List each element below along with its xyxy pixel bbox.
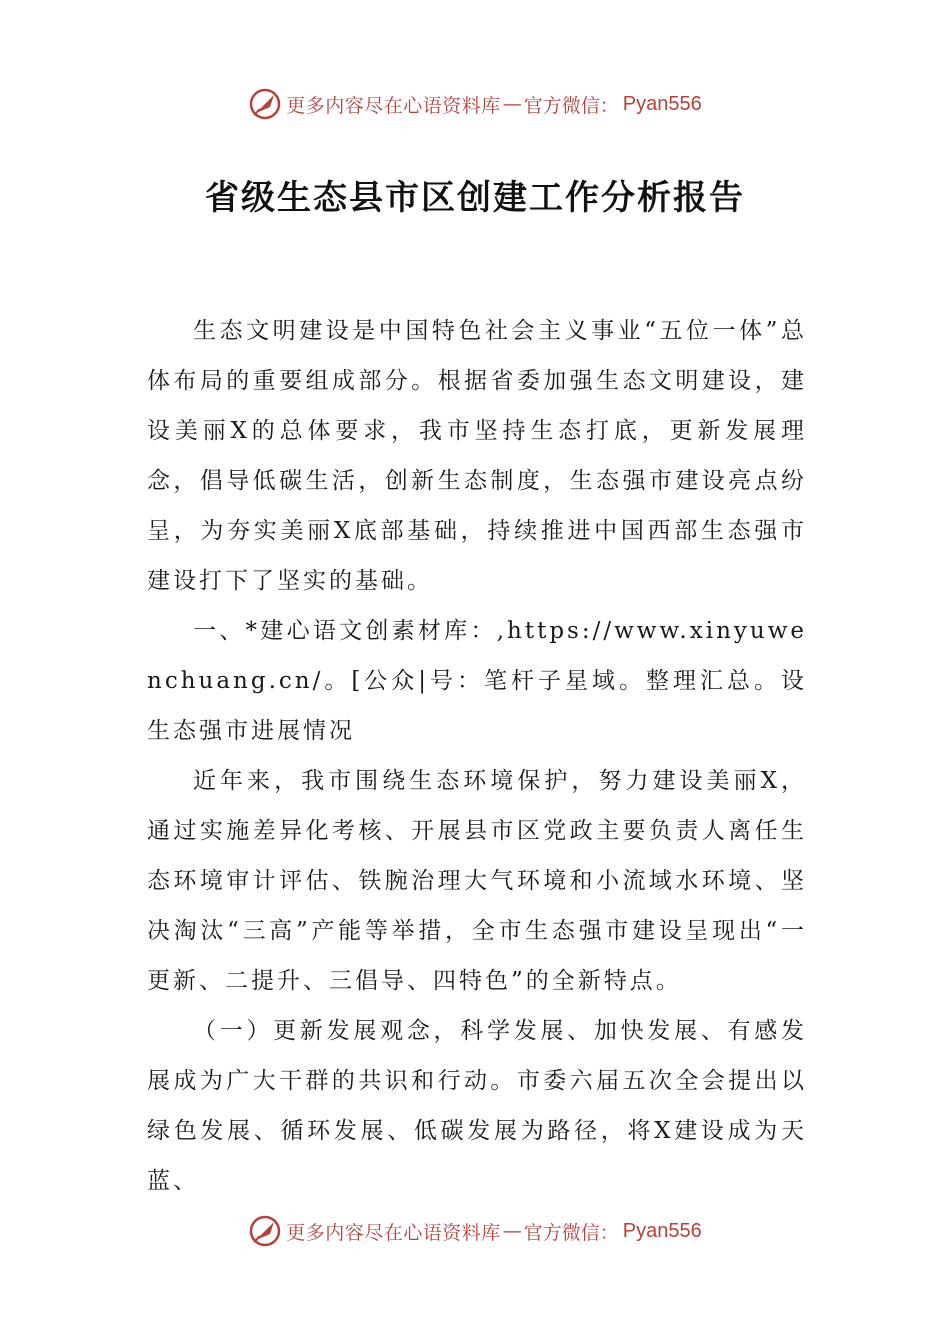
- paragraph-section-heading: 一、*建心语文创素材库：,https://www.xinyuwenchuang.cn/。[公众|号：笔杆子星域。整理汇总。设生态强市进展情况: [147, 618, 807, 744]
- watermark-text: 更多内容尽在心语资料库: [286, 94, 501, 117]
- watermark-wechat-label: 官方微信：: [523, 94, 619, 117]
- watermark-separator: —: [502, 93, 522, 115]
- watermark-wechat-id: Pyan556: [622, 92, 702, 115]
- watermark-wechat-id: Pyan556: [622, 1219, 702, 1242]
- watermark-text: 更多内容尽在心语资料库: [286, 1221, 501, 1244]
- document-body: [147, 306, 807, 1206]
- quill-logo-icon: [248, 1214, 282, 1248]
- header-watermark: [0, 84, 950, 124]
- paragraph-subsection-1: （一）更新发展观念，科学发展、加快发展、有感发展成为广大干群的共识和行动。市委六届五次全会提出以绿色发展、循环发展、低碳发展为路径，将X建设成为天蓝、: [147, 1018, 807, 1194]
- quill-logo-icon: [248, 87, 282, 121]
- watermark-separator: —: [502, 1220, 522, 1242]
- document-title: 省级生态县市区创建工作分析报告: [205, 178, 745, 218]
- paragraph-recent-years: 近年来，我市围绕生态环境保护，努力建设美丽X，通过实施差异化考核、开展县市区党政主要负责人离任生态环境审计评估、铁腕治理大气环境和小流域水环境、坚决淘汰“三高”产能等举措，全市生态强市建设呈现出“一更新、二提升、三倡导、四特色”的全新特点。: [147, 768, 807, 994]
- paragraph-intro: 生态文明建设是中国特色社会主义事业“五位一体”总体布局的重要组成部分。根据省委加强生态文明建设，建设美丽X的总体要求，我市坚持生态打底，更新发展理念，倡导低碳生活，创新生态制度，生态强市建设亮点纷呈，为夯实美丽X底部基础，持续推进中国西部生态强市建设打下了坚实的基础。: [147, 318, 807, 594]
- watermark-wechat-label: 官方微信：: [523, 1221, 619, 1244]
- footer-watermark: [0, 1211, 950, 1251]
